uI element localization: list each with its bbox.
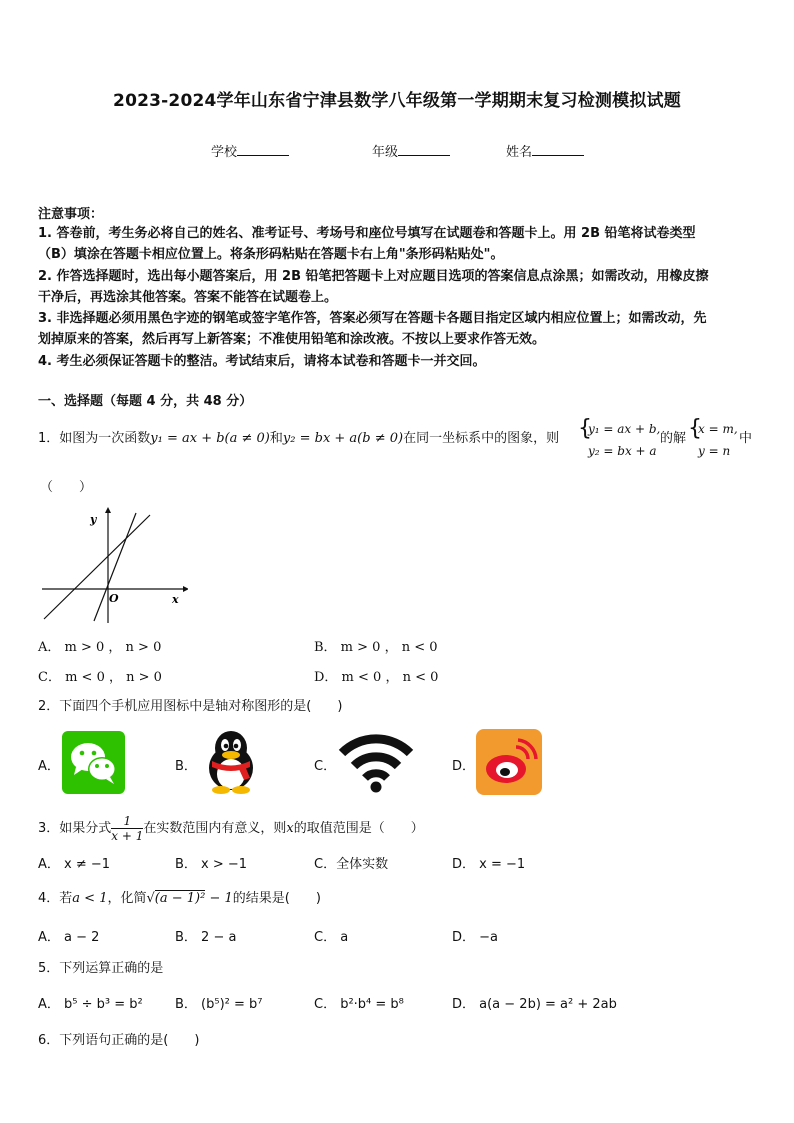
q1-prefix: 1．如图为一次函数 (38, 431, 151, 446)
y-axis-arrow (105, 507, 111, 513)
q3-var: x (286, 821, 294, 836)
q4-sqrt: √(a − 1)² − 1 (146, 891, 233, 906)
notice-line: 4. 考生必须保证答题卡的整洁。考试结束后，请将本试卷和答题卡一并交回。 (38, 353, 486, 369)
notice-list (38, 223, 758, 372)
q4-option-b: B． 2 − a (175, 930, 237, 945)
q2-stem: 2．下面四个手机应用图标中是轴对称图形的是( ) (38, 699, 343, 714)
school-label: 学校 (211, 145, 238, 160)
q1-system2-eq2: y = n (698, 444, 731, 458)
q2-option-d-label: D． (452, 759, 476, 774)
section-heading: 一、选择题（每题 4 分，共 48 分） (38, 394, 253, 409)
q4-condition: a < 1 (72, 891, 108, 906)
q1-option-c: C． m < 0 ， n > 0 (38, 670, 162, 685)
q1-system1-eq1: y₁ = ax + b, (588, 422, 661, 436)
q4-radicand: (a − 1)² (154, 891, 206, 906)
q4-pre: 4．若 (38, 891, 73, 906)
grade-field (372, 141, 450, 160)
q4-post: 的结果是( ) (232, 891, 321, 906)
q1-mid: 在同一坐标系中的图象，则 (403, 431, 560, 446)
q1-graph (38, 505, 188, 625)
notice-heading: 注意事项： (38, 207, 104, 222)
q1-brace-1: { (578, 416, 592, 441)
notice-line: 3. 非选择题必须用黑色字迹的钢笔或签字笔作答，答案必须写在答题卡各题目指定区域内相应位置上；如需改动，先 (38, 311, 707, 327)
q4-option-c: C． a (314, 930, 349, 945)
q1-system1-eq2: y₂ = bx + a (588, 444, 657, 458)
q2-option-c-label: C． (314, 759, 337, 774)
q3-post2: 的取值范围是（ ） (293, 821, 424, 836)
notice-line: 干净后，再选涂其他答案。答案不能答在试题卷上。 (38, 289, 338, 305)
q1-system2 (698, 418, 738, 462)
notice-line: 2. 作答选择题时，选出每小题答案后，用 2B 铅笔把答题卡上对应题目选项的答案信息点涂黑；如需改动，用橡皮擦 (38, 268, 709, 284)
q2-option-b-label: B． (175, 759, 197, 774)
qq-penguin-icon (198, 728, 264, 794)
q3-denominator: x + 1 (111, 829, 144, 843)
page-title: 2023-2024学年山东省宁津县数学八年级第一学期期末复习检测模拟试题 (113, 91, 681, 111)
q5-stem: 5．下列运算正确的是 (38, 961, 164, 976)
notice-line: 划掉原来的答案，然后再写上新答案；不准使用铅笔和涂改液。不按以上要求作答无效。 (38, 332, 546, 348)
q1-system1 (588, 418, 660, 462)
wechat-icon (62, 731, 125, 794)
q3-stem (38, 814, 424, 843)
q4-option-d: D． −a (452, 930, 499, 945)
school-field (211, 141, 289, 160)
x-axis-label: x (172, 593, 179, 606)
y-axis-label: y (90, 513, 97, 526)
school-blank (237, 143, 289, 156)
q3-fraction (111, 814, 143, 843)
q4-mid: ，化简 (107, 891, 147, 906)
q1-option-b: B． m > 0 ， n < 0 (314, 640, 438, 655)
origin-label: O (109, 592, 119, 605)
q4-expr-out: − 1 (205, 891, 233, 906)
q1-stem (38, 428, 559, 449)
q1-brace-2: { (688, 416, 702, 441)
q1-formula2: y₂ = bx + a(b ≠ 0) (282, 431, 404, 446)
q3-option-c: C．全体实数 (314, 857, 389, 872)
q1-system2-eq1: x = m, (698, 422, 738, 436)
name-field (506, 141, 584, 160)
q1-option-d: D． m < 0 ， n < 0 (314, 670, 439, 685)
x-axis-arrow (183, 586, 188, 592)
name-blank (532, 143, 584, 156)
q3-option-b: B． x > −1 (175, 857, 248, 872)
line-1 (44, 515, 150, 619)
weibo-icon (476, 729, 542, 795)
q4-stem (38, 888, 321, 909)
q3-pre: 3．如果分式 (38, 821, 112, 836)
grade-label: 年级 (372, 145, 399, 160)
q1-paren: （ ） (40, 480, 93, 495)
notice-line: 1. 答卷前，考生务必将自己的姓名、准考证号、考场号和座位号填写在试题卷和答题卡上。用 2B 铅笔将试卷类型 (38, 226, 696, 241)
q1-and: 和 (269, 431, 283, 446)
q3-option-d: D． x = −1 (452, 857, 526, 872)
q5-option-d: D． a(a − 2b) = a² + 2ab (452, 997, 617, 1012)
grade-blank (398, 143, 450, 156)
name-label: 姓名 (506, 145, 533, 160)
q1-option-a: A． m > 0 ， n > 0 (38, 640, 162, 655)
wifi-icon (337, 731, 415, 793)
q4-option-a: A． a − 2 (38, 930, 100, 945)
q5-option-c: C． b²·b⁴ = b⁸ (314, 997, 404, 1012)
notice-line: （B）填涂在答题卡相应位置上。将条形码粘贴在答题卡右上角"条形码粘贴处"。 (38, 247, 504, 263)
q5-option-b: B． (b⁵)² = b⁷ (175, 997, 263, 1012)
q2-option-a-label: A． (38, 759, 60, 774)
q3-post: 在实数范围内有意义，则 (143, 821, 287, 836)
q6-stem: 6．下列语句正确的是( ) (38, 1033, 200, 1048)
q1-sol-text: 的解 (660, 431, 687, 446)
q1-formula1: y₁ = ax + b(a ≠ 0) (150, 431, 270, 446)
q1-end: 中 (739, 431, 753, 446)
q5-option-a: A． b⁵ ÷ b³ = b² (38, 997, 143, 1012)
q3-option-a: A． x ≠ −1 (38, 857, 111, 872)
q3-numerator: 1 (111, 814, 143, 829)
